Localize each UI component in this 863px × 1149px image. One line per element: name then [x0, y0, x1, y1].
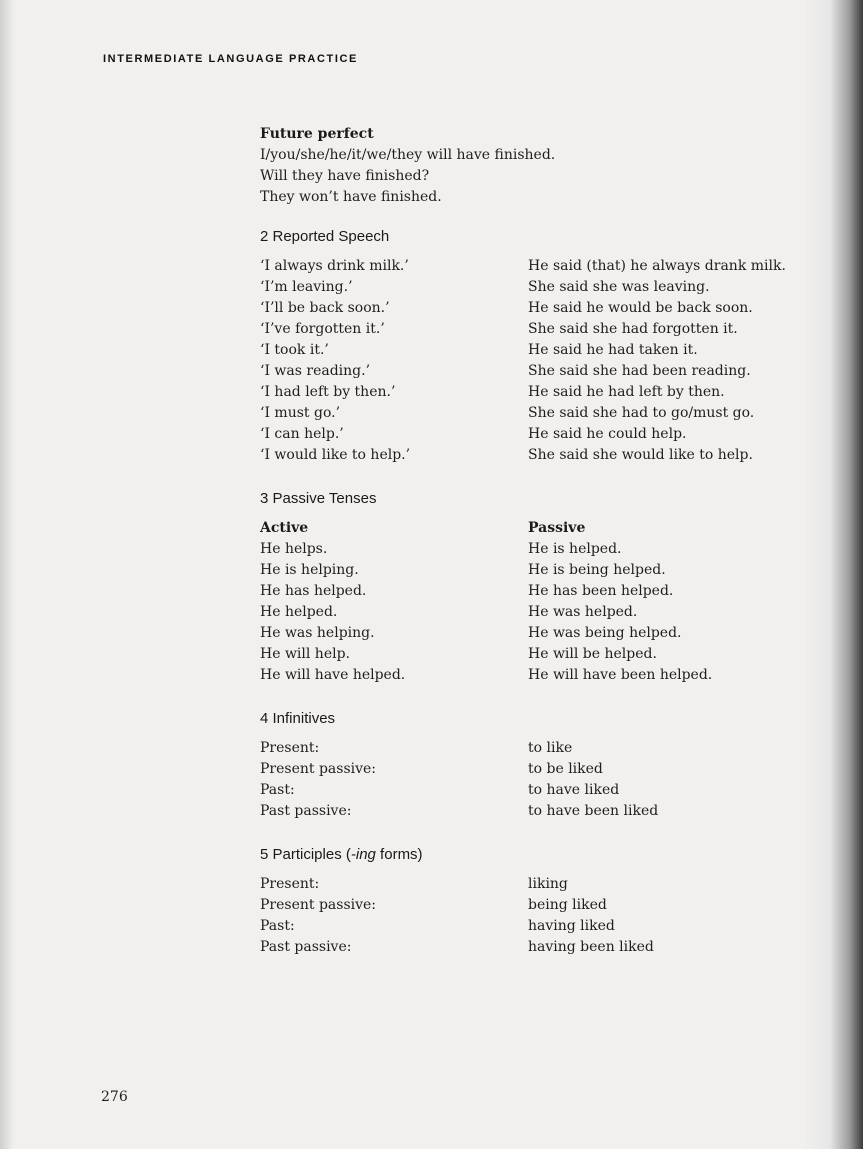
passive-cell: He was helped.	[528, 604, 638, 620]
reported-speech-cell: She said she had forgotten it.	[528, 321, 738, 337]
form-value-cell: being liked	[528, 897, 607, 913]
form-value-cell: having liked	[528, 918, 615, 934]
column-header-active: Active	[260, 520, 309, 536]
infinitives-section	[260, 710, 860, 822]
form-value-cell: to like	[528, 740, 573, 756]
form-label-cell: Present passive:	[260, 897, 377, 913]
direct-speech-cell: ‘I can help.’	[260, 426, 344, 442]
direct-speech-cell: ‘I’ll be back soon.’	[260, 300, 390, 316]
form-label-cell: Present:	[260, 740, 320, 756]
reported-speech-cell: She said she was leaving.	[528, 279, 710, 295]
direct-speech-cell: ‘I’ve forgotten it.’	[260, 321, 385, 337]
direct-speech-cell: ‘I took it.’	[260, 342, 329, 358]
active-cell: He helped.	[260, 604, 338, 620]
active-cell: He will help.	[260, 646, 351, 662]
future-perfect-line: Will they have finished?	[260, 168, 430, 184]
form-label-cell: Present passive:	[260, 761, 377, 777]
form-value-cell: liking	[528, 876, 568, 892]
direct-speech-cell: ‘I always drink milk.’	[260, 258, 409, 274]
section-title-suffix: forms)	[375, 846, 423, 863]
reported-speech-cell: He said he could help.	[528, 426, 687, 442]
form-value-cell: having been liked	[528, 939, 654, 955]
direct-speech-cell: ‘I had left by then.’	[260, 384, 396, 400]
form-label-cell: Past:	[260, 918, 295, 934]
section-title-participles	[260, 846, 860, 863]
page-number: 276	[101, 1089, 128, 1105]
form-value-cell: to have been liked	[528, 803, 659, 819]
future-perfect-title: Future perfect	[260, 126, 374, 142]
passive-tenses-table	[260, 518, 860, 686]
active-cell: He will have helped.	[260, 667, 406, 683]
passive-tenses-section	[260, 490, 860, 686]
reported-speech-table	[260, 256, 860, 466]
active-cell: He was helping.	[260, 625, 375, 641]
form-label-cell: Past:	[260, 782, 295, 798]
passive-cell: He will have been helped.	[528, 667, 713, 683]
reported-speech-cell: He said he would be back soon.	[528, 300, 753, 316]
section-title-reported-speech: 2 Reported Speech	[260, 228, 390, 245]
future-perfect-line: I/you/she/he/it/we/they will have finished.	[260, 147, 556, 163]
passive-cell: He is being helped.	[528, 562, 666, 578]
active-cell: He is helping.	[260, 562, 359, 578]
page-edge-left-shadow	[0, 0, 14, 1149]
form-label-cell: Past passive:	[260, 939, 352, 955]
reported-speech-cell: He said he had taken it.	[528, 342, 698, 358]
passive-cell: He has been helped.	[528, 583, 674, 599]
passive-cell: He is helped.	[528, 541, 622, 557]
active-cell: He helps.	[260, 541, 328, 557]
reported-speech-cell: She said she had been reading.	[528, 363, 751, 379]
direct-speech-cell: ‘I was reading.’	[260, 363, 371, 379]
column-header-passive: Passive	[528, 520, 586, 536]
passive-cell: He will be helped.	[528, 646, 657, 662]
direct-speech-cell: ‘I must go.’	[260, 405, 341, 421]
participles-table	[260, 874, 860, 958]
form-label-cell: Present:	[260, 876, 320, 892]
reported-speech-cell: He said he had left by then.	[528, 384, 725, 400]
form-label-cell: Past passive:	[260, 803, 352, 819]
form-value-cell: to have liked	[528, 782, 620, 798]
direct-speech-cell: ‘I would like to help.’	[260, 447, 411, 463]
section-title-passive-tenses: 3 Passive Tenses	[260, 490, 377, 507]
reported-speech-cell: She said she would like to help.	[528, 447, 753, 463]
participles-section	[260, 846, 860, 958]
future-perfect-line: They won’t have finished.	[260, 189, 442, 205]
form-value-cell: to be liked	[528, 761, 603, 777]
passive-cell: He was being helped.	[528, 625, 682, 641]
reported-speech-cell: He said (that) he always drank milk.	[528, 258, 786, 274]
future-perfect-block	[260, 124, 860, 208]
running-head: INTERMEDIATE LANGUAGE PRACTICE	[103, 53, 358, 65]
section-title-prefix: 5 Participles (	[260, 846, 351, 863]
section-title-infinitives: 4 Infinitives	[260, 710, 336, 727]
reported-speech-cell: She said she had to go/must go.	[528, 405, 755, 421]
direct-speech-cell: ‘I’m leaving.’	[260, 279, 353, 295]
active-cell: He has helped.	[260, 583, 367, 599]
infinitives-table	[260, 738, 860, 822]
section-title-italic: -ing	[350, 846, 376, 863]
reported-speech-section	[260, 228, 860, 466]
